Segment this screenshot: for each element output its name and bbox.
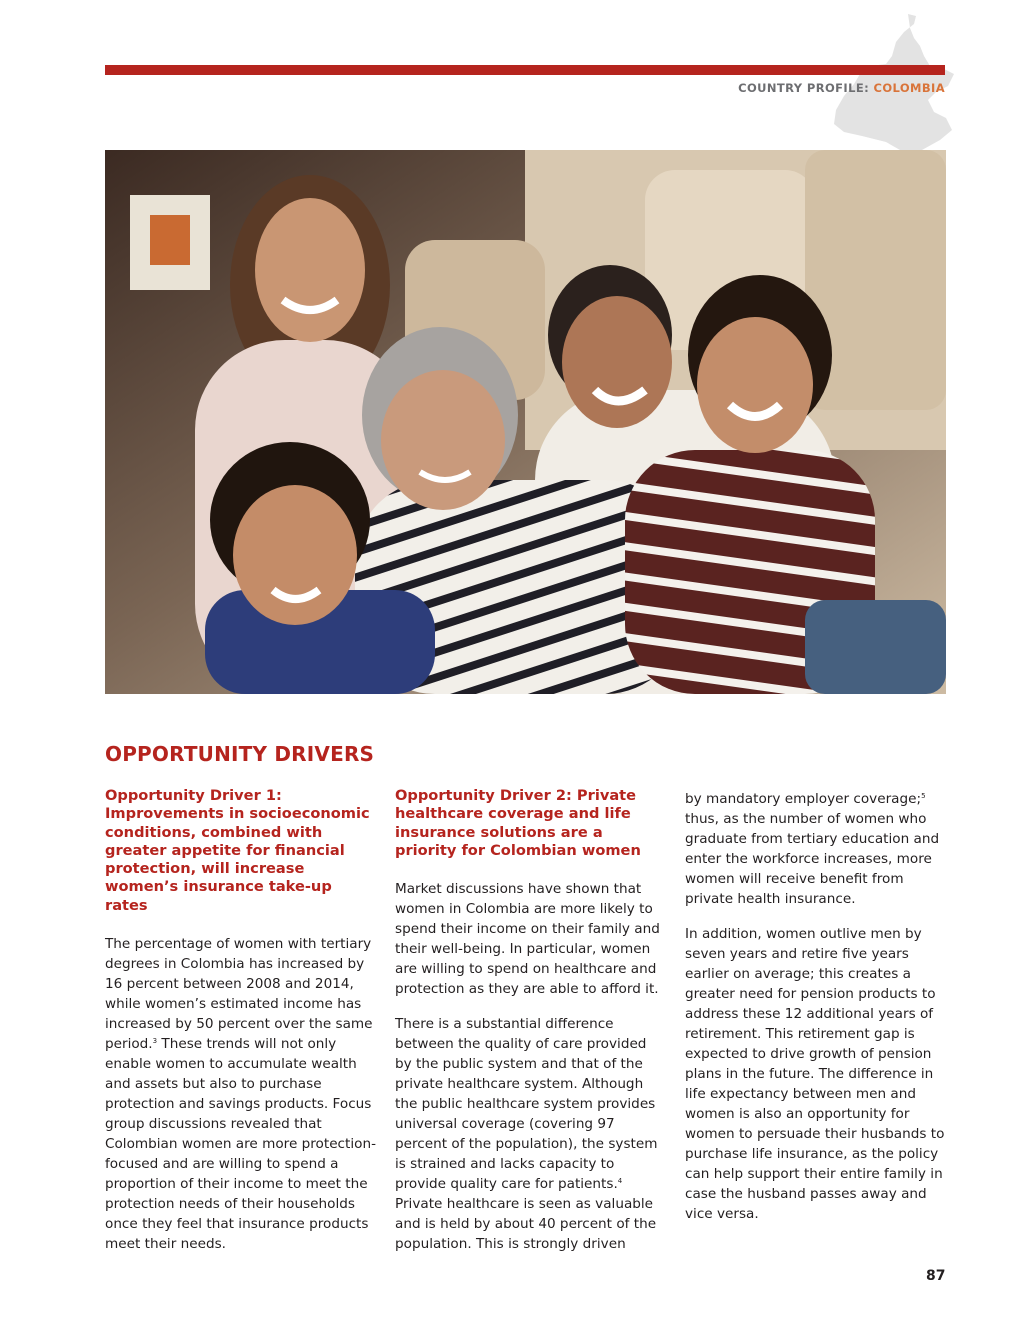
header-rule	[105, 65, 945, 75]
footnote-ref-4: 4	[617, 1177, 623, 1186]
family-photo-illustration	[105, 150, 946, 694]
column-2	[395, 787, 667, 1269]
header-label: COUNTRY PROFILE:	[738, 81, 870, 95]
page-number: 87	[926, 1268, 946, 1284]
driver-2-continued-paragraph: by mandatory employer coverage;$^5$ thus, as the number of women who graduate from tertiary education and enter the workforce increases, more women will receive benefit from private health insurance.	[685, 791, 940, 907]
family-photo	[105, 150, 946, 694]
footnote-ref-3: 3	[152, 1037, 158, 1046]
header-country: COLOMBIA	[873, 81, 945, 95]
driver-2-heading: Opportunity Driver 2: Private healthcare coverage and life insurance solutions are a priority for Colombian women	[395, 787, 641, 859]
column-1	[105, 787, 377, 1269]
driver-1-heading: Opportunity Driver 1: Improvements in socioeconomic conditions, combined with greater appetite for financial protection, will increase women’s insurance take-up rates	[105, 787, 370, 914]
driver-1-paragraph: The percentage of women with tertiary degrees in Colombia has increased by 16 percent between 2008 and 2014, while women’s estimated income has increased by 50 percent over the same period.$^3$ These trends will not only enable women to accumulate wealth and assets but also to purchase protection and savings products. Focus group discussions revealed that Colombian women are more protection-focused and are willing to spend a proportion of their income to meet the protection needs of their households once they feel that insurance products meet their needs.	[105, 936, 376, 1253]
section-title: OPPORTUNITY DRIVERS	[105, 742, 375, 766]
running-header	[738, 81, 945, 95]
retirement-gap-paragraph: In addition, women outlive men by seven years and retire five years earlier on average; this creates a greater need for pension products to address these 12 additional years of retirement. This retirement gap is expected to drive growth of pension plans in the future. The difference in life expectancy between men and women is also an opportunity for women to persuade their husbands to purchase life insurance, as the policy can help support their entire family in case the husband passes away and vice versa.	[685, 926, 945, 1222]
footnote-ref-5: 5	[921, 792, 926, 800]
column-3	[685, 789, 953, 1239]
driver-2-paragraph-2: There is a substantial difference between the quality of care provided by the public system and that of the private healthcare system. Although the public healthcare system provides universal coverage (covering 97 percent of the population), the system is strained and lacks capacity to provide quality care for patients.$^4$ Private healthcare is seen as valuable and is held by about 40 percent of the population. This is strongly driven	[395, 1016, 658, 1253]
driver-2-paragraph-1: Market discussions have shown that women in Colombia are more likely to spend their income on their family and their well-being. In particular, women are willing to spend on healthcare and protection as they are able to afford it.	[395, 881, 660, 998]
